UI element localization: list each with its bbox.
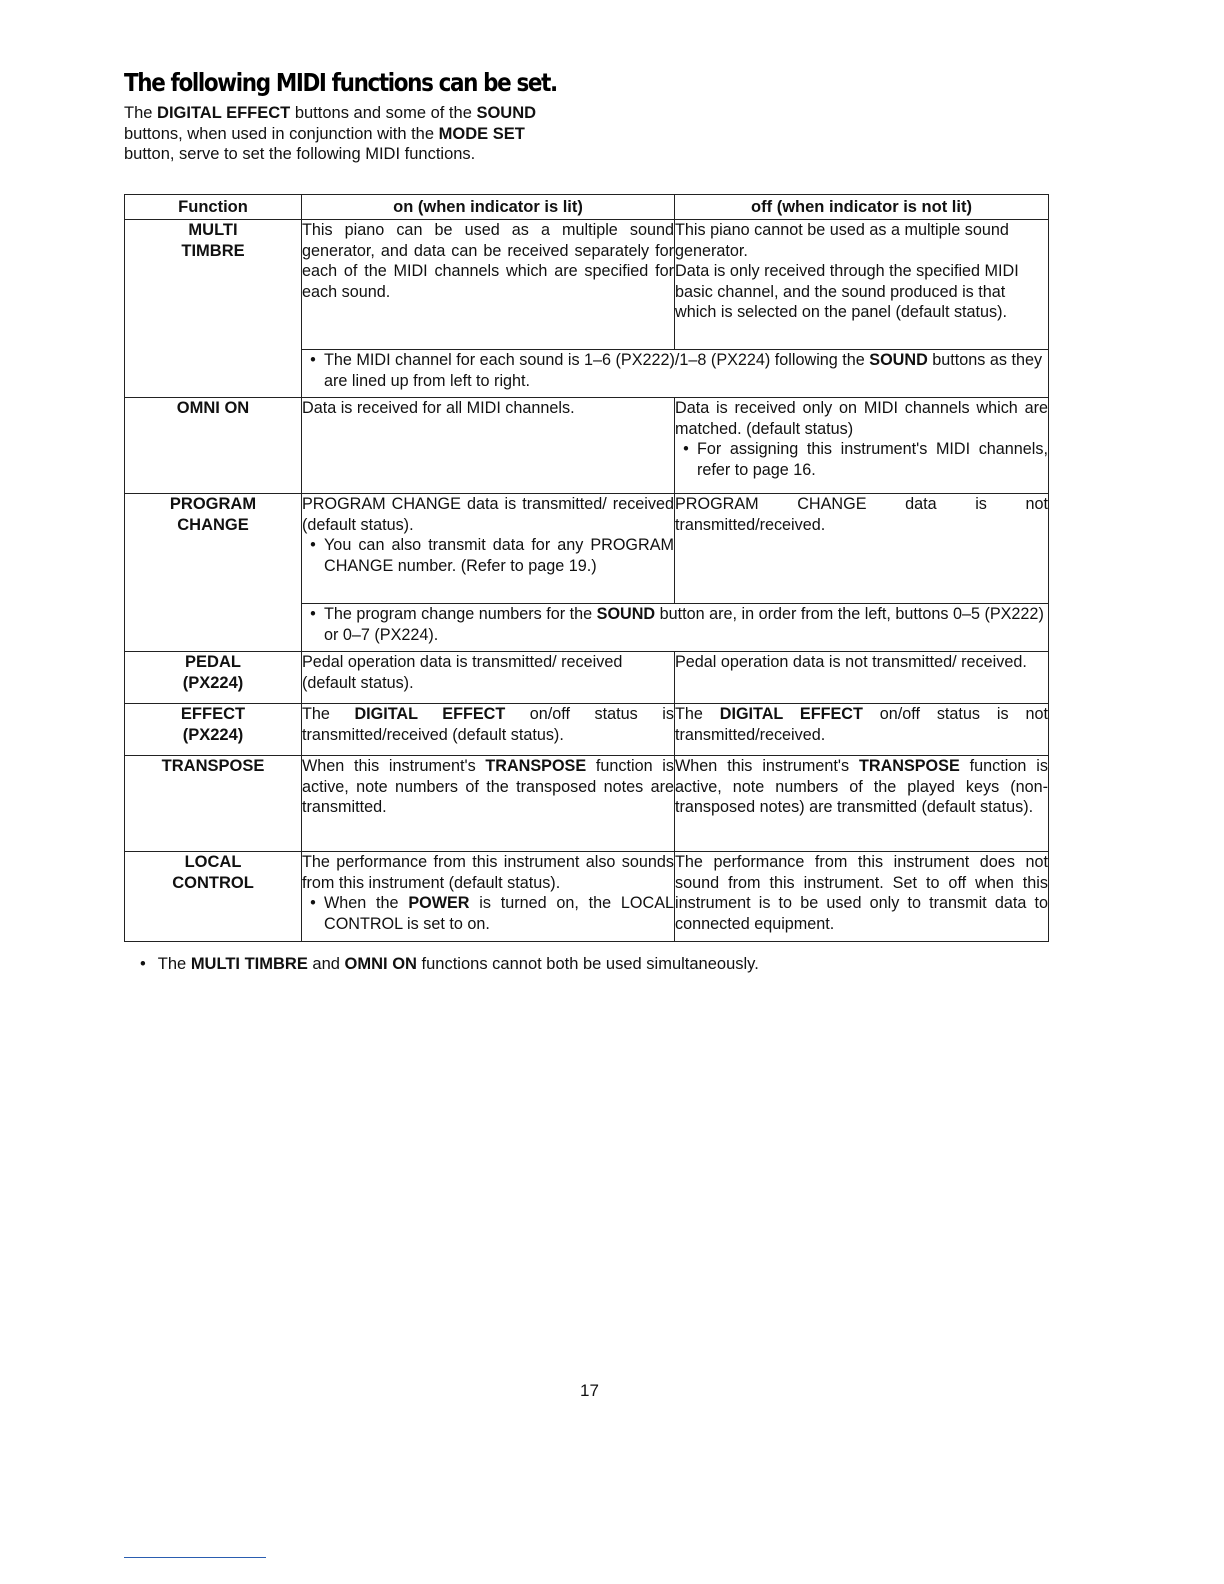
table-row [125,398,1049,494]
header-function: Function [125,195,302,220]
program-change-note: • The program change numbers for the SOUND button are, in order from the left, buttons 0–5 (PX222) or 0–7 (PX224). [302,604,1049,652]
program-change-on: PROGRAM CHANGE data is transmitted/ received (default status). • You can also transmit data for any PROGRAM CHANGE number. (Refer to page 19.) [302,494,675,604]
pedal-on: Pedal operation data is transmitted/ received (default status). [302,652,675,704]
multi-timbre-on: This piano can be used as a multiple sound generator, and data can be received separately for each of the MIDI channels which are specified for each sound. [302,220,675,350]
midi-functions-table [124,194,1049,942]
multi-timbre-note: • The MIDI channel for each sound is 1–6 (PX222)/1–8 (PX224) following the SOUND buttons as they are lined up from left to right. [302,350,1049,398]
transpose-on: When this instrument's TRANSPOSE function is active, note numbers of the transposed notes are transmitted. [302,756,675,852]
table-row [125,652,1049,704]
header-on: on (when indicator is lit) [302,195,675,220]
footer-rule [124,1557,266,1558]
table-header-row [125,195,1049,220]
multi-timbre-off: This piano cannot be used as a multiple sound generator. Data is only received through the specified MIDI basic channel, and the sound produced is that which is selected on the panel (default status). [675,220,1049,350]
page-number: 17 [580,1381,599,1400]
function-effect: EFFECT (PX224) [125,704,302,756]
omni-on-on: Data is received for all MIDI channels. [302,398,675,494]
program-change-off: PROGRAM CHANGE data is not transmitted/received. [675,494,1049,604]
function-program-change: PROGRAM CHANGE [125,494,302,652]
function-pedal: PEDAL (PX224) [125,652,302,704]
effect-on: The DIGITAL EFFECT on/off status is transmitted/received (default status). [302,704,675,756]
local-control-off: The performance from this instrument does not sound from this instrument. Set to off when this instrument is to be used only to transmit data to connected equipment. [675,852,1049,942]
table-row [125,704,1049,756]
table-row [125,494,1049,604]
header-off: off (when indicator is not lit) [675,195,1049,220]
omni-on-off: Data is received only on MIDI channels which are matched. (default status) • For assigning this instrument's MIDI channels, refer to page 16. [675,398,1049,494]
function-omni-on: OMNI ON [125,398,302,494]
transpose-off: When this instrument's TRANSPOSE function is active, note numbers of the played keys (non-transposed notes) are transmitted (default status). [675,756,1049,852]
page-heading: The following MIDI functions can be set. [124,68,557,97]
pedal-off: Pedal operation data is not transmitted/ received. [675,652,1049,704]
table-row [125,852,1049,942]
table-row [125,220,1049,350]
effect-off: The DIGITAL EFFECT on/off status is not transmitted/received. [675,704,1049,756]
footnote: • The MULTI TIMBRE and OMNI ON functions cannot both be used simultaneously. [140,955,759,974]
table-row [125,756,1049,852]
local-control-on: The performance from this instrument also sounds from this instrument (default status). • When the POWER is turned on, the LOCAL CONTROL is set to on. [302,852,675,942]
function-transpose: TRANSPOSE [125,756,302,852]
intro-paragraph: The DIGITAL EFFECT buttons and some of the SOUND buttons, when used in conjunction with the MODE SET button, serve to set the following MIDI functions. [124,104,537,163]
function-multi-timbre: MULTI TIMBRE [125,220,302,398]
function-local-control: LOCAL CONTROL [125,852,302,942]
